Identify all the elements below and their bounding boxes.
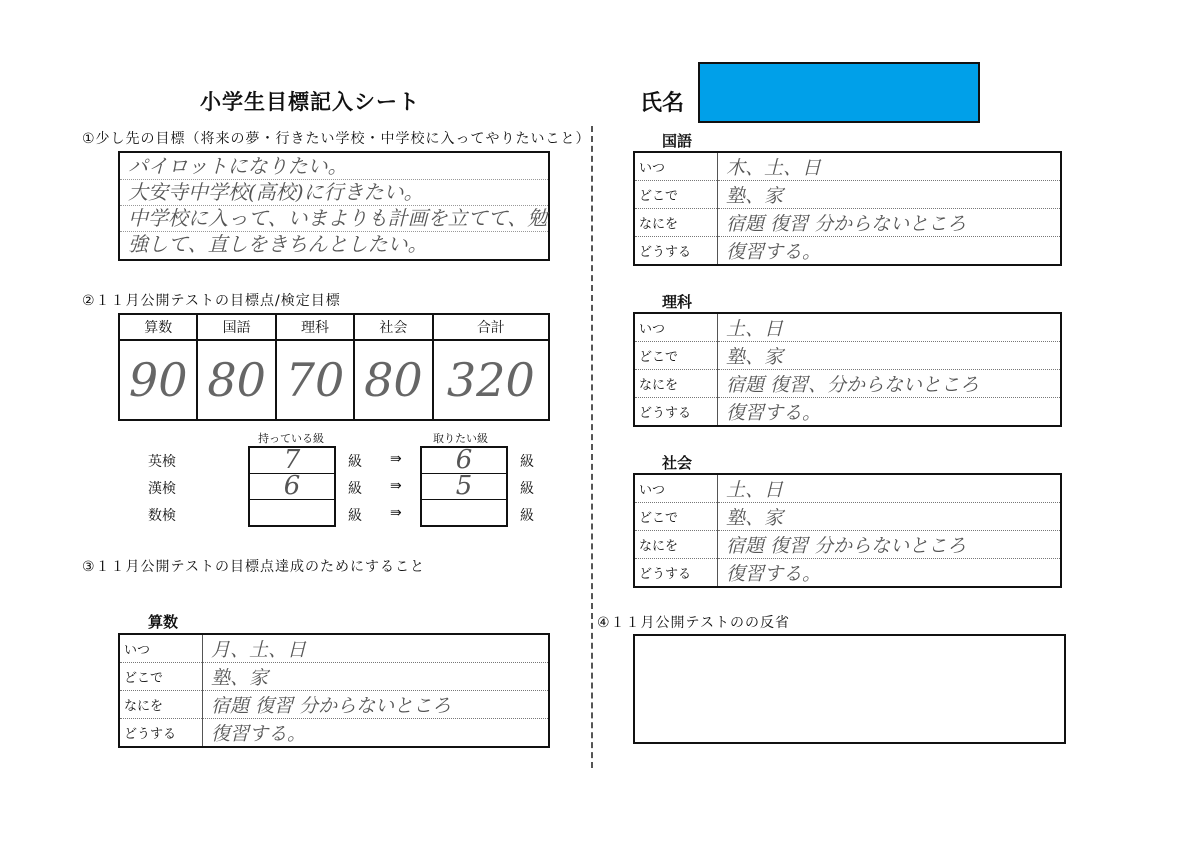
plan-label: どうする — [634, 237, 718, 266]
plan-table-shakai — [633, 473, 1062, 588]
plan-label: どこで — [634, 181, 718, 209]
plan-value: 宿題 復習 分からないところ — [203, 691, 550, 719]
want-grade-label: 取りたい級 — [433, 432, 488, 445]
kyu-label: 級 — [348, 454, 362, 470]
score-value: 80 — [197, 340, 275, 420]
kyu-label: 級 — [520, 508, 534, 524]
goal-line-1: パイロットになりたい。 — [128, 154, 348, 178]
plan-value: 復習する。 — [726, 402, 822, 424]
arrow-icon: ⇛ — [390, 505, 402, 521]
center-divider — [591, 126, 593, 768]
plan-value: 復習する。 — [726, 563, 822, 585]
score-header: 理科 — [276, 314, 354, 340]
have-grade-value: 7 — [250, 448, 334, 474]
plan-label: どうする — [119, 719, 203, 748]
plan-value: 復習する。 — [726, 241, 822, 263]
want-grade-value: 6 — [422, 448, 506, 474]
kyu-label: 級 — [348, 481, 362, 497]
score-value: 90 — [119, 340, 197, 420]
plan-label: なにを — [634, 209, 718, 237]
plan-title-sansu: 算数 — [148, 613, 179, 631]
plan-label: いつ — [634, 313, 718, 342]
goal-line-3: 中学校に入って、いまよりも計画を立てて、勉 — [128, 206, 548, 230]
want-grade-value — [422, 500, 506, 525]
score-header: 社会 — [354, 314, 432, 340]
plan-value: 土、日 — [718, 313, 1062, 342]
plan-table-sansu — [118, 633, 550, 748]
want-grade-box — [420, 446, 508, 527]
kentei-name-eiken: 英検 — [148, 454, 176, 470]
section3-heading: ③１１月公開テストの目標点達成のためにすること — [82, 559, 425, 575]
score-header: 合計 — [433, 314, 549, 340]
kyu-label: 級 — [348, 508, 362, 524]
plan-value: 木、土、日 — [718, 152, 1062, 181]
plan-label: いつ — [634, 152, 718, 181]
plan-table-kokugo — [633, 151, 1062, 266]
have-grade-value — [250, 500, 334, 525]
plan-value: 塾、家 — [718, 181, 1062, 209]
plan-value: 月、土、日 — [203, 634, 550, 663]
section4-heading: ④１１月公開テストのの反省 — [597, 615, 790, 631]
goal-line-2: 大安寺中学校(高校)に行きたい。 — [128, 180, 424, 204]
plan-label: なにを — [119, 691, 203, 719]
have-grade-label: 持っている級 — [258, 432, 324, 445]
score-value: 320 — [433, 340, 549, 420]
sheet-title: 小学生目標記入シート — [200, 90, 420, 114]
want-grade-value: 5 — [422, 474, 506, 500]
plan-label: どうする — [634, 398, 718, 427]
plan-label: どうする — [634, 559, 718, 588]
section2-heading: ②１１月公開テストの目標点/検定目標 — [82, 293, 341, 309]
plan-label: どこで — [119, 663, 203, 691]
plan-label: なにを — [634, 531, 718, 559]
plan-value: 土、日 — [718, 474, 1062, 503]
goal-line-4: 強して、直しをきちんとしたい。 — [128, 232, 428, 256]
kentei-name-suken: 数検 — [148, 508, 176, 524]
plan-value: 塾、家 — [718, 342, 1062, 370]
goal-box — [118, 151, 550, 261]
plan-value: 宿題 復習 分からないところ — [718, 531, 1062, 559]
plan-title-shakai: 社会 — [662, 454, 693, 472]
kyu-label: 級 — [520, 481, 534, 497]
name-label: 氏名 — [640, 91, 685, 116]
score-header: 算数 — [119, 314, 197, 340]
plan-label: いつ — [119, 634, 203, 663]
plan-value: 塾、家 — [203, 663, 550, 691]
arrow-icon: ⇛ — [390, 478, 402, 494]
plan-label: いつ — [634, 474, 718, 503]
plan-label: なにを — [634, 370, 718, 398]
score-value: 80 — [354, 340, 432, 420]
have-grade-box — [248, 446, 336, 527]
have-grade-value: 6 — [250, 474, 334, 500]
plan-value: 塾、家 — [718, 503, 1062, 531]
kyu-label: 級 — [520, 454, 534, 470]
score-header: 国語 — [197, 314, 275, 340]
name-field-redacted — [698, 62, 980, 123]
target-score-table — [118, 313, 550, 421]
plan-value: 宿題 復習、分からないところ — [718, 370, 1062, 398]
section1-heading: ①少し先の目標（将来の夢・行きたい学校・中学校に入ってやりたいこと） — [82, 131, 591, 147]
plan-label: どこで — [634, 342, 718, 370]
plan-title-rika: 理科 — [662, 293, 693, 311]
plan-value: 宿題 復習 分からないところ — [718, 209, 1062, 237]
reflection-box — [633, 634, 1066, 744]
plan-label: どこで — [634, 503, 718, 531]
plan-value: 復習する。 — [211, 723, 307, 745]
plan-title-kokugo: 国語 — [662, 132, 693, 150]
score-value: 70 — [276, 340, 354, 420]
plan-table-rika — [633, 312, 1062, 427]
arrow-icon: ⇛ — [390, 451, 402, 467]
kentei-name-kanken: 漢検 — [148, 481, 176, 497]
